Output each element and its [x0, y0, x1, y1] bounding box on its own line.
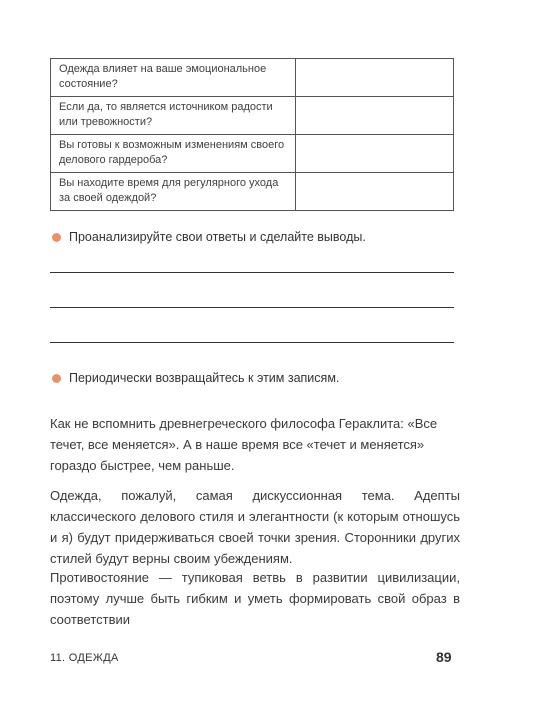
bullet-analyze: [52, 230, 366, 244]
table-row: [51, 173, 454, 211]
answer-line[interactable]: [50, 307, 454, 308]
bullet-revisit: [52, 371, 339, 385]
bullet-dot-icon: [52, 233, 61, 242]
answer-line[interactable]: [50, 342, 454, 343]
bullet-text: Периодически возвращайтесь к этим записям.: [69, 371, 340, 385]
answer-cell[interactable]: [295, 173, 453, 211]
answer-cell[interactable]: [295, 97, 453, 135]
page-number: 89: [436, 649, 452, 665]
paragraph-heraclitus: Как не вспомнить древнегреческого философа Гераклита: «Все течет, все меняется». А в наше время все «течет и меняется» гораздо быстрее, чем раньше.: [50, 416, 438, 473]
answer-cell[interactable]: [295, 59, 453, 97]
table-row: [51, 59, 454, 97]
questionnaire-table: [50, 58, 454, 211]
table-row: [51, 135, 454, 173]
question-cell: Вы находите время для регулярного ухода за своей одеждой?: [51, 173, 296, 211]
answer-cell[interactable]: [295, 135, 453, 173]
question-cell: Одежда влияет на ваше эмоциональное состояние?: [51, 59, 296, 97]
bullet-dot-icon: [52, 374, 61, 383]
question-cell: Если да, то является источником радости или тревожности?: [51, 97, 296, 135]
question-cell: Вы готовы к возможным изменениям своего делового гардероба?: [51, 135, 296, 173]
bullet-text: Проанализируйте свои ответы и сделайте выводы.: [69, 230, 366, 244]
answer-line[interactable]: [50, 272, 454, 273]
chapter-title: 11. ОДЕЖДА: [50, 652, 119, 664]
paragraph-clothing-debate: Одежда, пожалуй, самая дискуссионная тема. Адепты классического делового стиля и элегантности (к которым отношусь и я) будут придерживаться своей точки зрения. Сторонники других стилей будут верны своим убеждениям.: [50, 488, 460, 566]
table-row: [51, 97, 454, 135]
paragraph-confrontation: Противостояние — тупиковая ветвь в развитии цивилизации, поэтому лучше быть гибким и уметь формировать свой образ в соответствии: [50, 570, 460, 627]
